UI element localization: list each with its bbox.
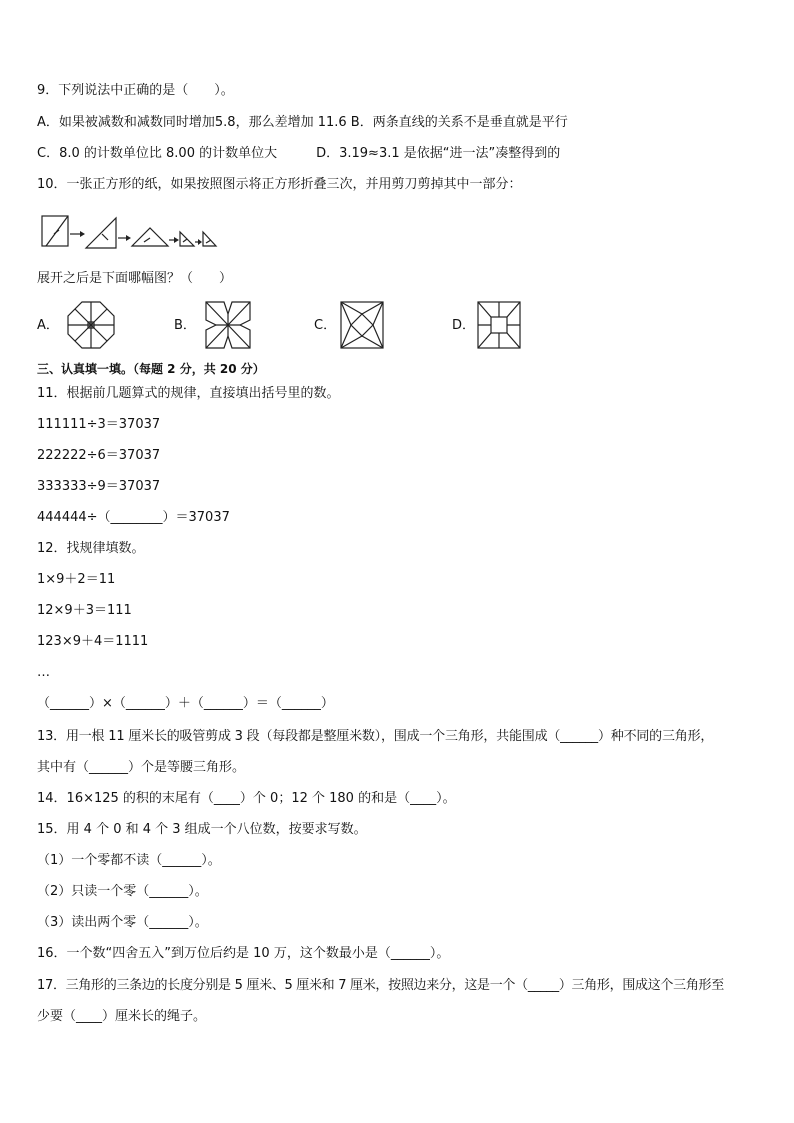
q11-line-3: 333333÷9＝37037 (37, 479, 161, 494)
section-3-heading: 三、认真填一填。（每题 2 分，共 20 分） (37, 362, 265, 376)
q17-line-1: 17．三角形的三条边的长度分别是 5 厘米、5 厘米和 7 厘米，按照边来分，这是一个（_____）三角形，围成这个三角形至 (37, 978, 724, 993)
q12-line-1: 1×9＋2＝11 (37, 572, 116, 587)
folding-steps-figure (40, 212, 220, 252)
q10-stem: 10．一张正方形的纸，如果按照图示将正方形折叠三次，并用剪刀剪掉其中一部分： (37, 177, 522, 192)
q16: 16．一个数“四舍五入”到万位后约是 10 万，这个数最小是（______）。 (37, 946, 450, 961)
q14: 14．16×125 的积的末尾有（____）个 0；12 个 180 的和是（____）。 (37, 791, 456, 806)
q15-stem: 15．用 4 个 0 和 4 个 3 组成一个八位数，按要求写数。 (37, 822, 367, 837)
option-b-cross-figure (204, 300, 252, 350)
option-d-square-figure (476, 300, 522, 350)
option-c-diamond-figure (339, 300, 385, 350)
q10-option-a-label: A． (37, 318, 59, 333)
q12-line-5: （______）×（______）＋（______）＝（______） (37, 696, 334, 711)
q12-line-3: 123×9＋4＝1111 (37, 634, 149, 649)
q15-part-1: （1）一个零都不读（______）。 (37, 853, 221, 868)
q9-options-a-b: A．如果被减数和减数同时增加5.8，那么差增加 11.6 B．两条直线的关系不是垂直就是平行 (37, 115, 568, 130)
q12-line-2: 12×9＋3＝111 (37, 603, 132, 618)
q17-line-2: 少要（____）厘米长的绳子。 (37, 1009, 207, 1024)
q15-part-3: （3）读出两个零（______）。 (37, 915, 208, 930)
q13-line-1: 13．用一根 11 厘米长的吸管剪成 3 段（每段都是整厘米数），围成一个三角形，共能围成（______）种不同的三角形， (37, 729, 714, 744)
q10-question: 展开之后是下面哪幅图？（ ） (37, 271, 233, 286)
q15-part-2: （2）只读一个零（______）。 (37, 884, 208, 899)
q9-stem: 9．下列说法中正确的是（ ）。 (37, 83, 234, 98)
q11-stem: 11．根据前几题算式的规律，直接填出括号里的数。 (37, 386, 340, 401)
q11-line-4: 444444÷（________）＝37037 (37, 510, 230, 525)
q12-stem: 12．找规律填数。 (37, 541, 145, 556)
q12-ellipsis: … (37, 665, 50, 680)
q11-line-1: 111111÷3＝37037 (37, 417, 161, 432)
q11-line-2: 222222÷6＝37037 (37, 448, 161, 463)
option-a-octagon-figure (66, 300, 116, 350)
q10-option-b-label: B． (174, 318, 196, 333)
q10-option-d-label: D． (452, 318, 476, 333)
q13-line-2: 其中有（______）个是等腰三角形。 (37, 760, 246, 775)
q9-options-c-d: C．8.0 的计数单位比 8.00 的计数单位大 D．3.19≈3.1 是依据“进一法”凑整得到的 (37, 146, 561, 161)
q10-option-c-label: C． (314, 318, 337, 333)
